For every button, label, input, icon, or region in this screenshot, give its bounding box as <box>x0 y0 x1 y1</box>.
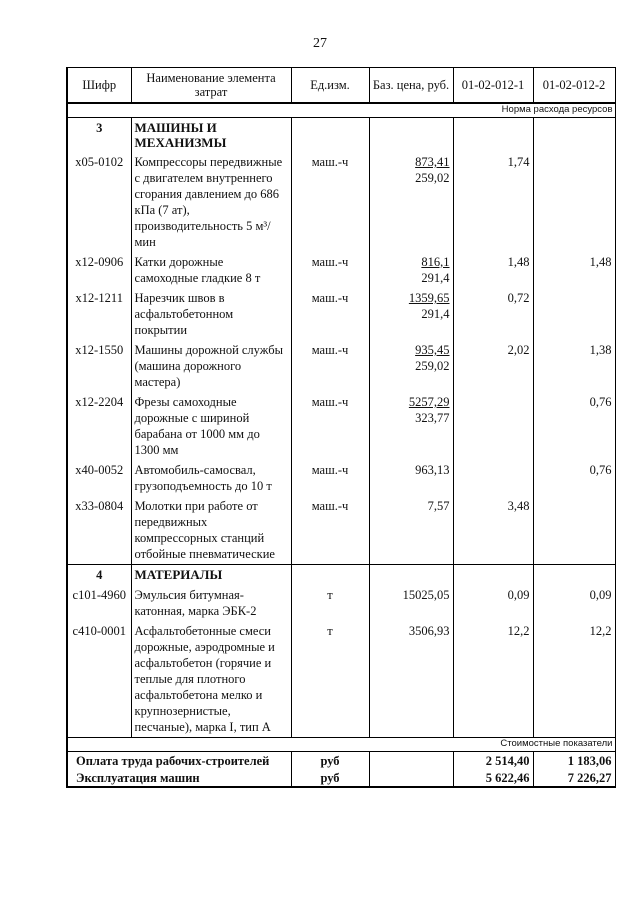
section-number: 4 <box>67 565 131 586</box>
resource-table <box>66 67 616 788</box>
resource-unit: маш.-ч <box>291 252 369 288</box>
price-value: 3506,93 <box>408 624 450 638</box>
norm-band-row <box>67 103 615 118</box>
norm-value-col2: 12,2 <box>533 621 615 738</box>
header-unit: Ед.изм. <box>291 68 369 104</box>
norm-value-col2 <box>533 288 615 340</box>
header-col2: 01-02-012-2 <box>533 68 615 104</box>
resource-unit: маш.-ч <box>291 460 369 496</box>
totals-label: Оплата труда рабочих-строителей <box>67 752 291 770</box>
resource-unit: т <box>291 585 369 621</box>
totals-unit: руб <box>291 769 369 787</box>
resource-name: Эмульсия битумная-катонная, марка ЭБК-2 <box>131 585 291 621</box>
norm-value-col1 <box>453 392 533 460</box>
resource-code: х12-1550 <box>67 340 131 392</box>
resource-unit: маш.-ч <box>291 340 369 392</box>
totals-value-col2: 7 226,27 <box>533 769 615 787</box>
norm-value-col2: 0,09 <box>533 585 615 621</box>
totals-label: Эксплуатация машин <box>67 769 291 787</box>
resource-code: х40-0052 <box>67 460 131 496</box>
page-number: 27 <box>313 36 327 51</box>
table-row <box>67 460 615 496</box>
totals-body <box>67 752 615 788</box>
resource-unit: маш.-ч <box>291 288 369 340</box>
resource-name: Асфальтобетонные смеси дорожные, аэродромные и асфальтобетон (горячие и теплые для плотного асфальтобетона мелко и крупнозернистые, песчаные), марка I, тип А <box>131 621 291 738</box>
resource-name: Фрезы самоходные дорожные с шириной барабана от 1000 мм до 1300 мм <box>131 392 291 460</box>
norm-value-col1: 2,02 <box>453 340 533 392</box>
empty-cell <box>533 565 615 586</box>
norm-value-col2: 0,76 <box>533 460 615 496</box>
norm-value-col1 <box>453 460 533 496</box>
cost-band: Стоимостные показатели <box>67 738 615 752</box>
cost-band-row <box>67 738 615 752</box>
price-secondary-value: 291,4 <box>421 271 450 285</box>
totals-value-col1: 5 622,46 <box>453 769 533 787</box>
resource-code: с410-0001 <box>67 621 131 738</box>
resource-code: х05-0102 <box>67 152 131 252</box>
price-value: 7,57 <box>427 499 450 513</box>
header-name: Наименование элемента затрат <box>131 68 291 104</box>
totals-unit: руб <box>291 752 369 770</box>
empty-cell <box>453 118 533 153</box>
norm-value-col2: 0,76 <box>533 392 615 460</box>
empty-cell <box>291 565 369 586</box>
resource-price <box>369 585 453 621</box>
resource-code: х12-1211 <box>67 288 131 340</box>
price-value: 1359,65 <box>408 291 450 305</box>
resource-price <box>369 152 453 252</box>
empty-cell <box>369 118 453 153</box>
section-header-row <box>67 565 615 586</box>
totals-row <box>67 769 615 787</box>
empty-cell <box>533 118 615 153</box>
norm-value-col2 <box>533 496 615 565</box>
resource-unit: т <box>291 621 369 738</box>
resource-price <box>369 392 453 460</box>
price-value: 15025,05 <box>402 588 450 602</box>
section-title: МАТЕРИАЛЫ <box>131 565 291 586</box>
norm-value-col1: 12,2 <box>453 621 533 738</box>
empty-cell <box>291 118 369 153</box>
section-number: 3 <box>67 118 131 153</box>
resource-code: х12-2204 <box>67 392 131 460</box>
header-col1: 01-02-012-1 <box>453 68 533 104</box>
resource-unit: маш.-ч <box>291 152 369 252</box>
table-row <box>67 496 615 565</box>
table-row <box>67 392 615 460</box>
norm-value-col1: 3,48 <box>453 496 533 565</box>
resource-unit: маш.-ч <box>291 496 369 565</box>
norm-value-col2: 1,48 <box>533 252 615 288</box>
norm-value-col1: 0,72 <box>453 288 533 340</box>
resource-price <box>369 288 453 340</box>
norm-value-col2 <box>533 152 615 252</box>
price-value: 5257,29 <box>408 395 450 409</box>
empty-cell <box>369 769 453 787</box>
price-secondary-value: 291,4 <box>421 307 450 321</box>
resource-name: Машины дорожной службы (машина дорожного мастера) <box>131 340 291 392</box>
table-row <box>67 252 615 288</box>
table-row <box>67 288 615 340</box>
price-secondary-value: 259,02 <box>415 359 450 373</box>
empty-cell <box>369 752 453 770</box>
resource-price <box>369 496 453 565</box>
resource-name: Компрессоры передвижные с двигателем внутреннего сгорания давлением до 686 кПа (7 ат), производительность 5 м³/мин <box>131 152 291 252</box>
price-value: 873,41 <box>415 155 450 169</box>
price-value: 963,13 <box>415 463 450 477</box>
price-value: 935,45 <box>415 343 450 357</box>
items-body <box>67 118 615 738</box>
empty-cell <box>369 565 453 586</box>
price-secondary-value: 259,02 <box>415 171 450 185</box>
resource-code: х12-0906 <box>67 252 131 288</box>
norm-value-col2: 1,38 <box>533 340 615 392</box>
resource-name: Нарезчик швов в асфальтобетонном покрытии <box>131 288 291 340</box>
resource-code: с101-4960 <box>67 585 131 621</box>
resource-price <box>369 340 453 392</box>
empty-cell <box>453 565 533 586</box>
norm-band: Норма расхода ресурсов <box>67 103 615 118</box>
resource-price <box>369 252 453 288</box>
resource-price <box>369 460 453 496</box>
norm-value-col1: 1,74 <box>453 152 533 252</box>
norm-value-col1: 1,48 <box>453 252 533 288</box>
norm-value-col1: 0,09 <box>453 585 533 621</box>
resource-name: Автомобиль-самосвал, грузоподъемность до 10 т <box>131 460 291 496</box>
header-code: Шифр <box>67 68 131 104</box>
totals-row <box>67 752 615 770</box>
totals-value-col2: 1 183,06 <box>533 752 615 770</box>
totals-value-col1: 2 514,40 <box>453 752 533 770</box>
price-value: 816,1 <box>421 255 450 269</box>
resource-name: Катки дорожные самоходные гладкие 8 т <box>131 252 291 288</box>
table-row <box>67 152 615 252</box>
price-secondary-value: 323,77 <box>415 411 450 425</box>
header-price: Баз. цена, руб. <box>369 68 453 104</box>
section-header-row <box>67 118 615 153</box>
resource-name: Молотки при работе от передвижных компрессорных станций отбойные пневматические <box>131 496 291 565</box>
resource-price <box>369 621 453 738</box>
header-row <box>67 68 615 104</box>
resource-unit: маш.-ч <box>291 392 369 460</box>
table-row <box>67 585 615 621</box>
section-title: МАШИНЫ И МЕХАНИЗМЫ <box>131 118 291 153</box>
table-row <box>67 621 615 738</box>
resource-code: х33-0804 <box>67 496 131 565</box>
table-row <box>67 340 615 392</box>
